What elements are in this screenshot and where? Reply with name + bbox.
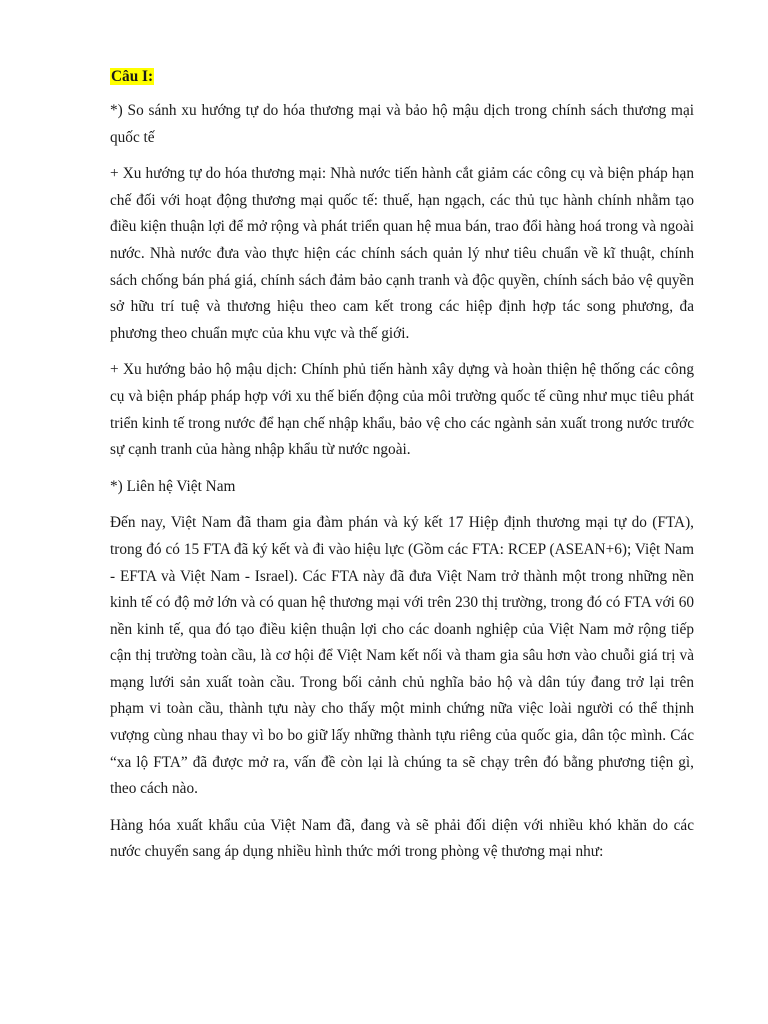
heading-highlight: Câu I: [111,68,154,85]
document-page [110,64,694,876]
protectionism-paragraph: + Xu hướng bảo hộ mậu dịch: Chính phủ tiến hành xây dựng và hoàn thiện hệ thống các công cụ và biện pháp pháp hợp với xu thế biến động của môi trường quốc tế cũng như mục tiêu phát triển kinh tế trong nước để hạn chế nhập khẩu, bảo vệ cho các ngành sản xuất trong nước trước sự cạnh tranh của hàng nhập khẩu từ nước ngoài. [110,361,694,459]
section-heading [110,64,694,90]
comparison-intro: *) So sánh xu hướng tự do hóa thương mại và bảo hộ mậu dịch trong chính sách thương mại quốc tế [110,102,694,146]
vietnam-fta-paragraph: Đến nay, Việt Nam đã tham gia đàm phán và ký kết 17 Hiệp định thương mại tự do (FTA), trong đó có 15 FTA đã ký kết và đi vào hiệu lực (Gồm các FTA: RCEP (ASEAN+6); Việt Nam - EFTA và Việt Nam - Israel). Các FTA này đã đưa Việt Nam trở thành một trong những nền kinh tế có độ mở lớn và có quan hệ thương mại với trên 230 thị trường, trong đó có FTA với 60 nền kinh tế, qua đó tạo điều kiện thuận lợi cho các doanh nghiệp của Việt Nam mở rộng tiếp cận thị trường toàn cầu, là cơ hội để Việt Nam kết nối và tham gia sâu hơn vào chuỗi giá trị và mạng lưới sản xuất toàn cầu. Trong bối cảnh chủ nghĩa bảo hộ và dân túy đang trở lại trên phạm vi toàn cầu, thành tựu này cho thấy một minh chứng nữa việc loài người có thể thịnh vượng cùng nhau thay vì bo bo giữ lấy những thành tựu riêng của quốc gia, dân tộc mình. Các “xa lộ FTA” đã được mở ra, vấn đề còn lại là chúng ta sẽ chạy trên đó bằng phương tiện gì, theo cách nào. [110,514,694,798]
export-challenges-paragraph: Hàng hóa xuất khẩu của Việt Nam đã, đang và sẽ phải đối diện với nhiều khó khăn do các nước chuyển sang áp dụng nhiều hình thức mới trong phòng vệ thương mại như: [110,816,694,861]
vietnam-subheading: *) Liên hệ Việt Nam [110,477,236,495]
free-trade-paragraph: + Xu hướng tự do hóa thương mại: Nhà nước tiến hành cắt giảm các công cụ và biện pháp hạn chế đối với hoạt động thương mại quốc tế: thuế, hạn ngạch, các thủ tục hành chính nhằm tạo điều kiện thuận lợi để mở rộng và phát triển quan hệ mua bán, trao đổi hàng hoá trong và ngoài nước. Nhà nước đưa vào thực hiện các chính sách quản lý như tiêu chuẩn về kĩ thuật, chính sách chống bán phá giá, chính sách đảm bảo cạnh tranh và độc quyền, chính sách bảo vệ quyền sở hữu trí tuệ và thương hiệu theo cam kết trong các hiệp định hợp tác song phương, đa phương theo chuẩn mực của khu vực và thế giới. [110,165,694,342]
